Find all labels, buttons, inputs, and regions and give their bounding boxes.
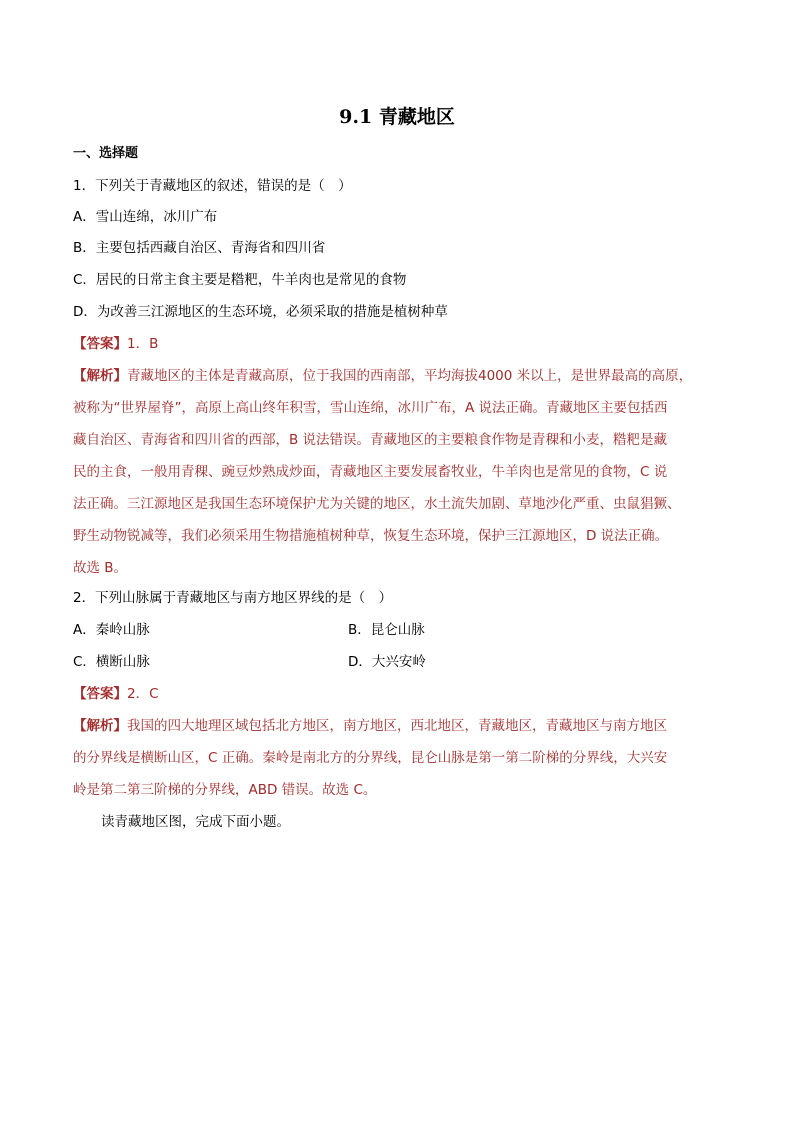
page-title: 9.1 青藏地区 [339,106,455,128]
answer-value: 1．B [127,336,159,352]
reading-instruction: 读青藏地区图，完成下面小题。 [101,814,290,830]
analysis-line: 法正确。三江源地区是我国生态环境保护尤为关键的地区，水土流失加剧、草地沙化严重、虫鼠猖獗、 [73,496,681,512]
question-2-answer [73,684,159,704]
analysis-line: 岭是第二第三阶梯的分界线，ABD 错误。故选 C。 [73,782,377,798]
section-heading: 一、选择题 [73,146,139,161]
analysis-line: 的分界线是横断山区，C 正确。秦岭是南北方的分界线，昆仑山脉是第一第二阶梯的分界线，大兴安 [73,750,668,766]
question-2-option-a: A．秦岭山脉 [73,622,150,638]
question-1-option-d: D．为改善三江源地区的生态环境，必须采取的措施是植树种草 [73,304,448,320]
question-1-answer [73,334,158,354]
analysis-line: 故选 B。 [73,560,128,576]
question-2-stem: 2．下列山脉属于青藏地区与南方地区界线的是（ ） [73,590,393,606]
question-1-option-b: B．主要包括西藏自治区、青海省和四川省 [73,240,326,256]
answer-value: 2．C [127,686,159,702]
analysis-line: 藏自治区、青海省和四川省的西部，B 说法错误。青藏地区的主要粮食作物是青稞和小麦，糌粑是藏 [73,432,668,448]
analysis-tag: 【解析】 [73,718,127,734]
analysis-line: 民的主食，一般用青稞、豌豆炒熟成炒面，青藏地区主要发展畜牧业，牛羊肉也是常见的食物，C 说 [73,464,668,480]
question-1-analysis [73,360,725,584]
question-1-option-c: C．居民的日常主食主要是糌粑，牛羊肉也是常见的食物 [73,272,407,288]
analysis-tag: 【解析】 [73,368,127,384]
analysis-line: 【解析】我国的四大地理区域包括北方地区，南方地区，西北地区，青藏地区，青藏地区与南方地区 [73,718,667,734]
analysis-line: 野生动物锐减等，我们必须采用生物措施植树种草，恢复生态环境，保护三江源地区，D 说法正确。 [73,528,669,544]
question-2-option-b: B．昆仑山脉 [348,622,425,638]
question-1-stem: 1．下列关于青藏地区的叙述，错误的是（ ） [73,178,352,194]
question-2-analysis [73,710,725,806]
analysis-line: 【解析】青藏地区的主体是青藏高原，位于我国的西南部，平均海拔4000 米以上，是世界最高的高原， [73,368,693,384]
answer-tag: 【答案】 [73,686,127,702]
analysis-line: 被称为“世界屋脊”，高原上高山终年积雪，雪山连绵，冰川广布，A 说法正确。青藏地区主要包括西 [73,400,668,416]
question-1-option-a: A．雪山连绵，冰川广布 [73,209,218,225]
question-2-option-d: D．大兴安岭 [348,654,426,670]
answer-tag: 【答案】 [73,336,127,352]
question-2-option-c: C．横断山脉 [73,654,150,670]
